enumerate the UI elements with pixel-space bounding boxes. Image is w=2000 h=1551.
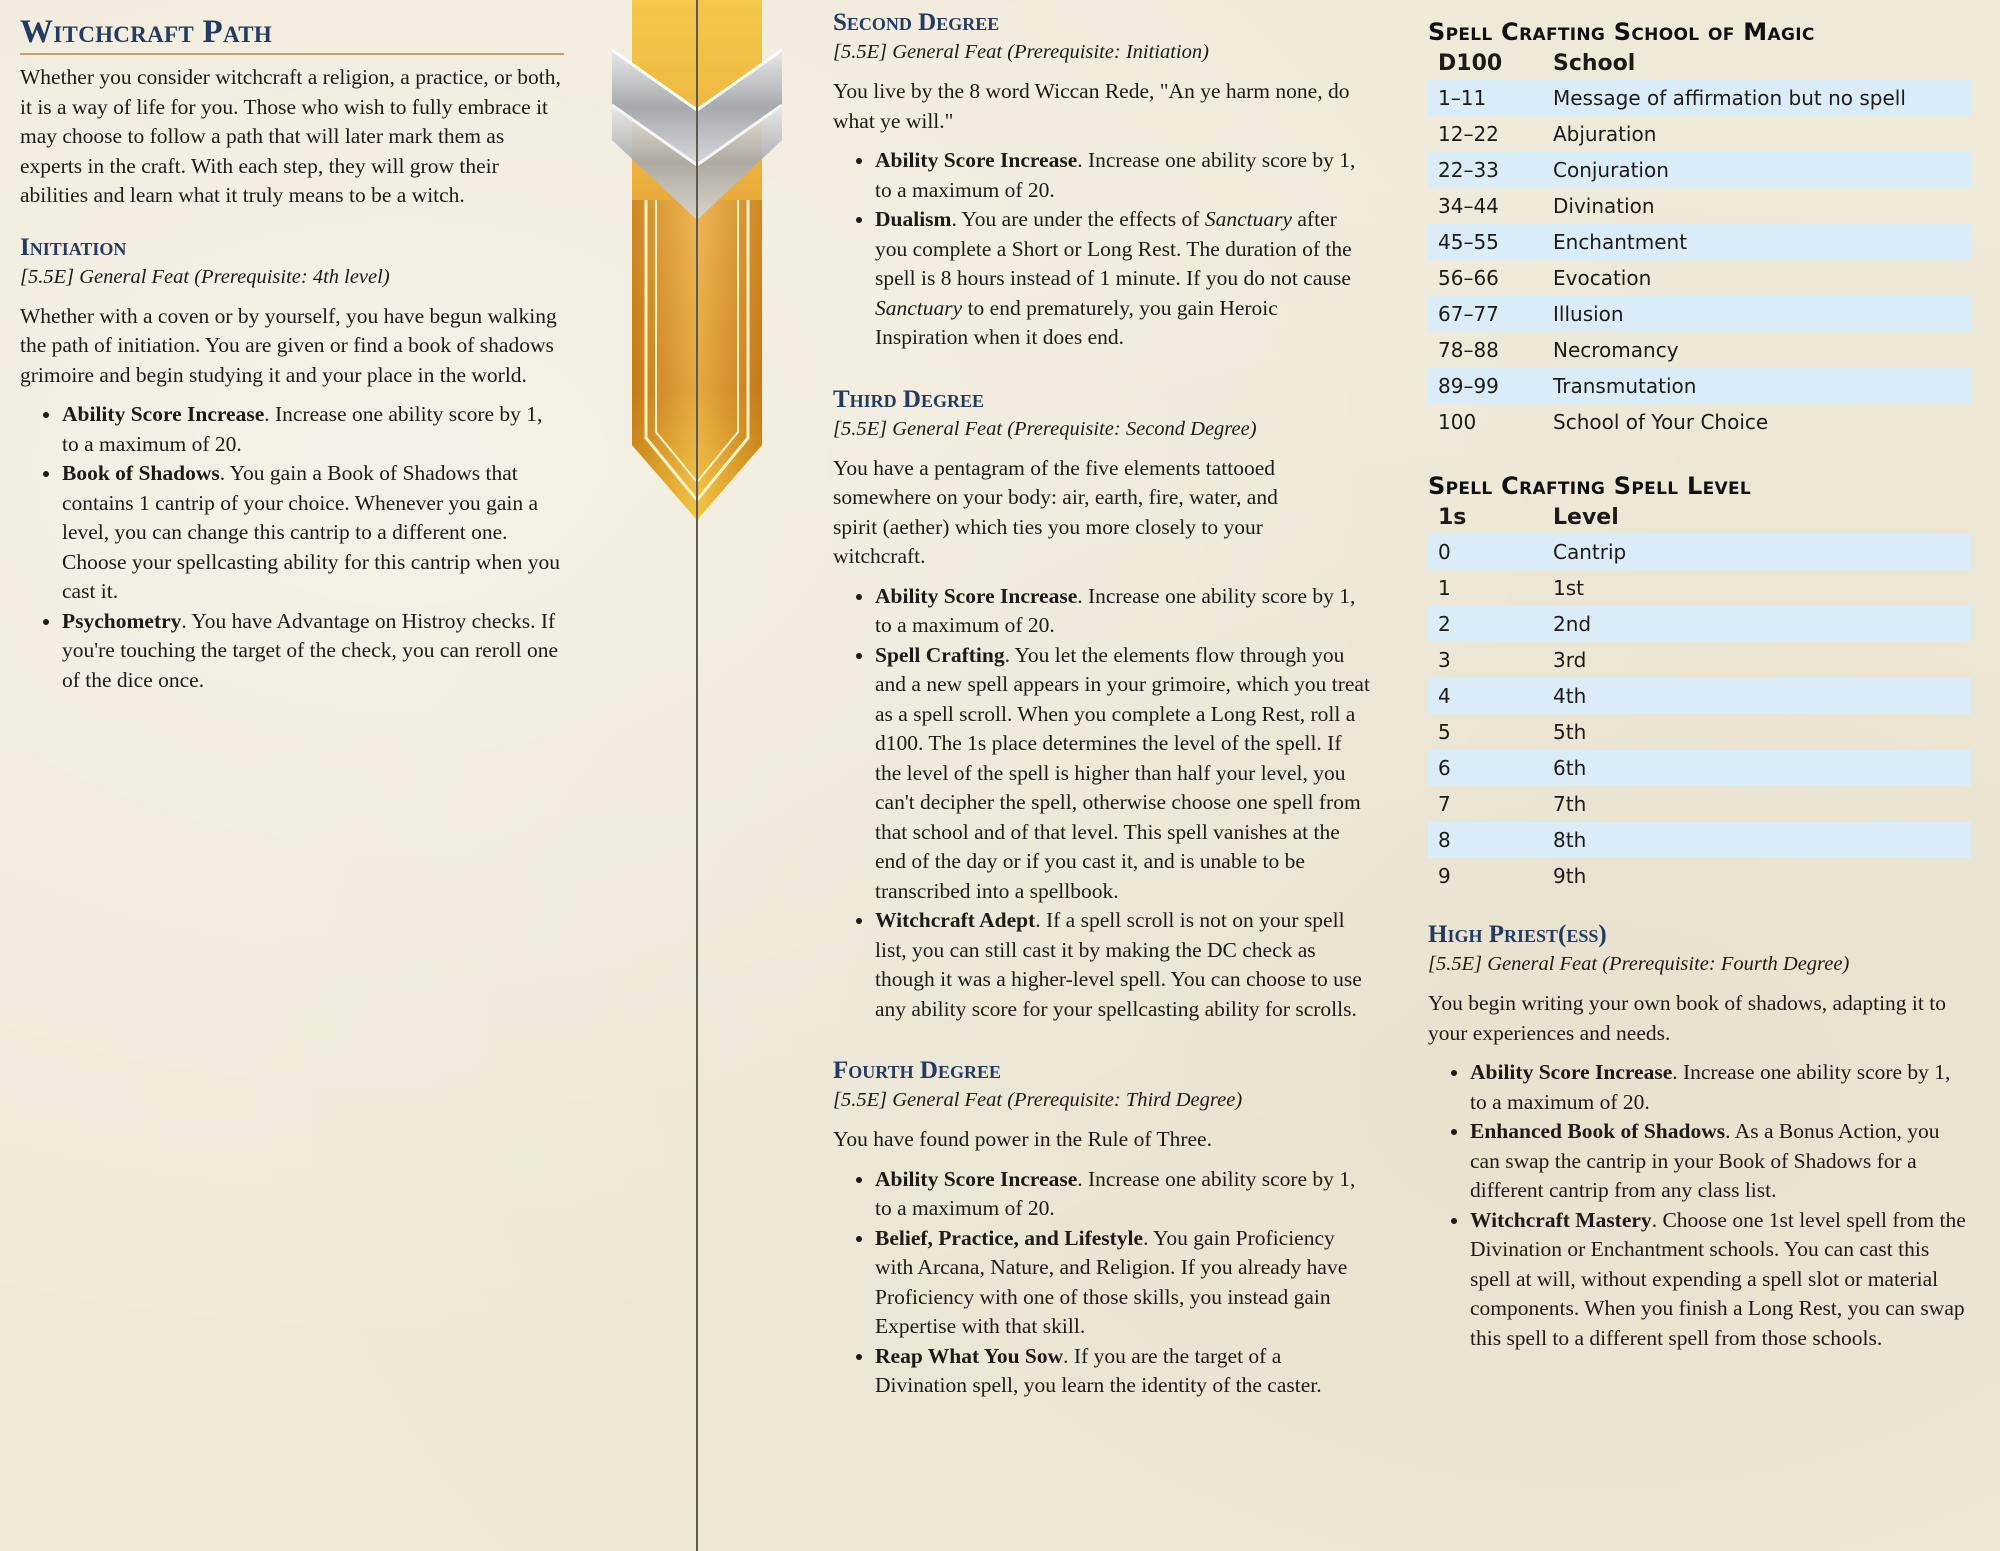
table-row xyxy=(1428,332,1971,368)
feature-text: Increase one ability score by 1, to a maximum of 20. xyxy=(1470,1060,1951,1114)
table-title: Spell Crafting Spell Level xyxy=(1428,472,1751,500)
table-cell: 100 xyxy=(1438,410,1477,434)
feature-name: Enhanced Book of Shadows xyxy=(1470,1119,1726,1143)
feature-list xyxy=(833,1165,1373,1401)
table-cell: 1–11 xyxy=(1428,80,1543,116)
initiation-section xyxy=(20,233,564,696)
table-row xyxy=(1428,152,1971,188)
prerequisite: [5.5E] General Feat (Prerequisite: Initiation) xyxy=(833,41,1209,63)
list-item: • Ability Score Increase. Increase one ability score by 1, to a maximum of 20. xyxy=(875,146,1373,205)
table-cell: 7 xyxy=(1438,792,1451,816)
feature-name: Ability Score Increase xyxy=(875,1166,1078,1191)
list-item: • Ability Score Increase. Increase one ability score by 1, to a maximum of 20. xyxy=(1470,1058,1971,1117)
section-text: You begin writing your own book of shadows, adapting it to your experiences and needs. xyxy=(1428,991,1946,1045)
table-cell: Abjuration xyxy=(1553,122,1657,146)
table-cell: 45–55 xyxy=(1428,224,1543,260)
column-left xyxy=(20,0,564,695)
feature-text: Increase one ability score by 1, to a maximum of 20. xyxy=(875,583,1356,637)
feature-text: You have Advantage on Histroy checks. If you're touching the target of the check, you can reroll one of the dice once. xyxy=(62,608,559,692)
table-header-row xyxy=(1428,500,1971,534)
feature-text: Choose one 1st level spell from the Divination or Enchantment schools. You can cast this spell at will, without expending a spell slot or material components. When you finish a Long Rest, you can swap this spell to a different spell from those schools. xyxy=(1470,1207,1966,1350)
school-table-section xyxy=(1428,18,1971,440)
table-row xyxy=(1428,534,1971,570)
section-text: You have found power in the Rule of Three. xyxy=(833,1127,1212,1151)
feature-name: Dualism xyxy=(875,207,952,231)
section-text: You have a pentagram of the five elements tattooed somewhere on your body: air, earth, fire, water, and spirit (aether) which ties you more closely to your witchcraft. xyxy=(833,455,1278,568)
column-header: 1s xyxy=(1438,504,1467,530)
section-heading: Second Degree xyxy=(833,9,1000,36)
table-cell: 7th xyxy=(1553,792,1587,816)
table-cell: Conjuration xyxy=(1543,152,1971,188)
feature-text: after you complete a Short or Long Rest. The duration of the spell is 8 hours instead of 1 minute. If you do not cause xyxy=(875,207,1352,290)
table-cell: 67–77 xyxy=(1428,296,1543,332)
table-row xyxy=(1428,296,1971,332)
table-row xyxy=(1428,224,1971,260)
list-item: • Enhanced Book of Shadows. As a Bonus Action, you can swap the cantrip in your Book of Shadows for a different cantrip from any class list. xyxy=(1470,1117,1971,1206)
table-cell: 9 xyxy=(1438,864,1451,888)
list-item: • Witchcraft Adept. If a spell scroll is not on your spell list, you can still cast it by making the DC check as though it was a higher-level spell. You can choose to use any ability score for your spellcasting ability for scrolls. xyxy=(875,906,1373,1024)
list-item: • Dualism. You are under the effects of Sanctuary after you complete a Short or Long Rest. The duration of the spell is 8 hours instead of 1 minute. If you do not cause Sanctuary to end prematurely, you gain Heroic Inspiration when it does end. xyxy=(875,205,1373,353)
feature-text: If a spell scroll is not on your spell list, you can still cast it by making the DC check as though it was a higher-level spell. You can choose to use any ability score for your spellcasting ability for scrolls. xyxy=(875,908,1362,1021)
list-item: • Book of Shadows. You gain a Book of Shadows that contains 1 cantrip of your choice. Whenever you gain a level, you can change this cantrip to a different one. Choose your spellcasting ability for this cantrip when you cast it. xyxy=(62,459,564,607)
table-cell: 1st xyxy=(1553,576,1584,600)
table-cell: 3rd xyxy=(1553,648,1587,672)
feature-text: As a Bonus Action, you can swap the cantrip in your Book of Shadows for a different cantrip from any class list. xyxy=(1470,1119,1940,1202)
table-cell: 5 xyxy=(1438,720,1451,744)
feature-name: Ability Score Increase xyxy=(875,583,1078,608)
feature-name: Witchcraft Adept xyxy=(875,908,1036,932)
table-row xyxy=(1428,606,1971,642)
table-cell: 8th xyxy=(1543,822,1971,858)
table-cell: Transmutation xyxy=(1543,368,1971,404)
table-cell: 2 xyxy=(1428,606,1543,642)
table-cell: Divination xyxy=(1553,194,1655,218)
table-cell: Necromancy xyxy=(1553,338,1679,362)
table-cell: 6 xyxy=(1428,750,1543,786)
table-row xyxy=(1428,786,1971,822)
prerequisite: [5.5E] General Feat (Prerequisite: Fourth Degree) xyxy=(1428,953,1850,975)
prerequisite: [5.5E] General Feat (Prerequisite: Second Degree) xyxy=(833,417,1257,440)
column-right xyxy=(1428,0,1971,1353)
table-row xyxy=(1428,714,1971,750)
intro-paragraph: Whether you consider witchcraft a religion, a practice, or both, it is a way of life for you. Those who wish to fully embrace it may choose to follow a path that will later mark them as experts in the craft. With each step, they will grow their abilities and learn what it truly means to be a witch. xyxy=(20,65,561,207)
table-row xyxy=(1428,678,1971,714)
feature-text: You gain Proficiency with Arcana, Nature, and Religion. If you already have Proficiency with one of those skills, you instead gain Expertise with that skill. xyxy=(875,1225,1348,1338)
table-row xyxy=(1428,822,1971,858)
list-item: • Spell Crafting. You let the elements flow through you and a new spell appears in your grimoire, which you treat as a spell scroll. When you complete a Long Rest, roll a d100. The 1s place determines the level of the spell. If the level of the spell is higher than half your level, you can't decipher the spell, otherwise choose one spell from that school and of that level. This spell vanishes at the end of the day or if you cast it, and is unable to be transcribed into a spellbook. xyxy=(875,641,1373,907)
feature-text: Increase one ability score by 1, to a maximum of 20. xyxy=(875,1166,1356,1220)
table-header-row xyxy=(1428,46,1971,80)
table-row xyxy=(1428,188,1971,224)
table-row xyxy=(1428,404,1971,440)
feature-text: to end prematurely, you gain Heroic Inspiration when it does end. xyxy=(875,295,1278,349)
prerequisite: [5.5E] General Feat (Prerequisite: 4th level) xyxy=(20,265,390,288)
list-item: • Ability Score Increase. Increase one ability score by 1, to a maximum of 20. xyxy=(875,582,1373,641)
fourth-degree-section xyxy=(833,1056,1373,1401)
table-cell: 9th xyxy=(1553,864,1587,888)
list-item: • Reap What You Sow. If you are the target of a Divination spell, you learn the identity of the caster. xyxy=(875,1342,1373,1401)
feature-text: Increase one ability score by 1, to a maximum of 20. xyxy=(62,402,543,456)
table-row xyxy=(1428,368,1971,404)
third-degree-section xyxy=(833,385,1373,1025)
table-row xyxy=(1428,116,1971,152)
table-cell: Enchantment xyxy=(1543,224,1971,260)
table-cell: 3 xyxy=(1438,648,1451,672)
table-row xyxy=(1428,750,1971,786)
feature-text: You let the elements flow through you and a new spell appears in your grimoire, which you treat as a spell scroll. When you complete a Long Rest, roll a d100. The 1s place determines the level of the spell. If the level of the spell is higher than half your level, you can't decipher the spell, otherwise choose one spell from that school and of that level. This spell vanishes at the end of the day or if you cast it, and is unable to be transcribed into a spellbook. xyxy=(875,642,1370,903)
table-cell: 78–88 xyxy=(1438,338,1499,362)
feature-name: Belief, Practice, and Lifestyle xyxy=(875,1225,1144,1250)
table-row xyxy=(1428,260,1971,296)
table-cell: 22–33 xyxy=(1428,152,1543,188)
feature-name: Psychometry xyxy=(62,608,182,633)
feature-name: Ability Score Increase xyxy=(1470,1060,1673,1084)
table-row xyxy=(1428,570,1971,606)
section-heading: Third Degree xyxy=(833,385,985,413)
table-row xyxy=(1428,642,1971,678)
table-cell: 4th xyxy=(1543,678,1971,714)
table-cell: Illusion xyxy=(1543,296,1971,332)
section-text: You live by the 8 word Wiccan Rede, "An ye harm none, do what ye will." xyxy=(833,79,1350,133)
table-cell: 34–44 xyxy=(1438,194,1499,218)
table-cell: 0 xyxy=(1428,534,1543,570)
level-table-section xyxy=(1428,472,1971,894)
level-table xyxy=(1428,500,1971,894)
table-row xyxy=(1428,858,1971,894)
feature-name: Ability Score Increase xyxy=(875,148,1078,172)
table-cell: 1 xyxy=(1438,576,1451,600)
feature-list xyxy=(1428,1058,1971,1353)
table-cell: Message of affirmation but no spell xyxy=(1543,80,1971,116)
table-cell: 4 xyxy=(1428,678,1543,714)
table-cell: 12–22 xyxy=(1438,122,1499,146)
list-item: • Witchcraft Mastery. Choose one 1st level spell from the Divination or Enchantment schools. You can cast this spell at will, without expending a spell slot or material components. When you finish a Long Rest, you can swap this spell to a different spell from those schools. xyxy=(1470,1206,1971,1354)
feature-list xyxy=(833,582,1373,1025)
feature-list xyxy=(833,146,1373,353)
table-cell: 6th xyxy=(1543,750,1971,786)
table-cell: 8 xyxy=(1428,822,1543,858)
table-cell: 5th xyxy=(1553,720,1587,744)
column-header: D100 xyxy=(1438,50,1503,76)
page-title: Witchcraft Path xyxy=(20,14,564,55)
feature-name: Spell Crafting xyxy=(875,642,1005,667)
feature-list xyxy=(20,400,564,695)
feature-text: If you are the target of a Divination spell, you learn the identity of the caster. xyxy=(875,1343,1322,1397)
spell-name: Sanctuary xyxy=(875,295,963,320)
column-middle xyxy=(833,0,1373,1401)
list-item: • Belief, Practice, and Lifestyle. You gain Proficiency with Arcana, Nature, and Religion. If you already have Proficiency with one of those skills, you instead gain Expertise with that skill. xyxy=(875,1224,1373,1342)
prerequisite: [5.5E] General Feat (Prerequisite: Third Degree) xyxy=(833,1089,1243,1111)
table-cell: 89–99 xyxy=(1428,368,1543,404)
table-cell: Cantrip xyxy=(1543,534,1971,570)
column-divider xyxy=(696,0,698,1551)
feature-name: Reap What You Sow xyxy=(875,1343,1064,1368)
table-row xyxy=(1428,80,1971,116)
section-text: Whether with a coven or by yourself, you have begun walking the path of initiation. You are given or find a book of shadows grimoire and begin studying it and your place in the world. xyxy=(20,303,557,387)
list-item: • Ability Score Increase. Increase one ability score by 1, to a maximum of 20. xyxy=(62,400,564,459)
section-heading: High Priest(ess) xyxy=(1428,921,1607,948)
table-title: Spell Crafting School of Magic xyxy=(1428,18,1815,46)
column-header: School xyxy=(1553,50,1636,76)
table-cell: School of Your Choice xyxy=(1553,410,1769,434)
feature-text: You gain a Book of Shadows that contains 1 cantrip of your choice. Whenever you gain a level, you can change this cantrip to a different one. Choose your spellcasting ability for this cantrip when you cast it. xyxy=(62,461,560,603)
list-item: • Psychometry. You have Advantage on Histroy checks. If you're touching the target of the check, you can reroll one of the dice once. xyxy=(62,607,564,696)
spell-name: Sanctuary xyxy=(1204,207,1293,231)
high-priest-section xyxy=(1428,920,1971,1353)
second-degree-section xyxy=(833,8,1373,353)
list-item: • Ability Score Increase. Increase one ability score by 1, to a maximum of 20. xyxy=(875,1165,1373,1224)
school-table xyxy=(1428,46,1971,440)
column-header: Level xyxy=(1553,504,1619,530)
section-heading: Initiation xyxy=(20,233,127,261)
feature-name: Ability Score Increase xyxy=(62,402,265,426)
feature-text: You are under the effects of xyxy=(956,207,1205,231)
table-cell: Evocation xyxy=(1553,266,1652,290)
feature-text: Increase one ability score by 1, to a maximum of 20. xyxy=(875,148,1356,202)
table-cell: 56–66 xyxy=(1438,266,1499,290)
section-heading: Fourth Degree xyxy=(833,1057,1001,1084)
feature-name: Witchcraft Mastery xyxy=(1470,1207,1652,1232)
feature-name: Book of Shadows xyxy=(62,461,220,485)
table-cell: 2nd xyxy=(1543,606,1971,642)
